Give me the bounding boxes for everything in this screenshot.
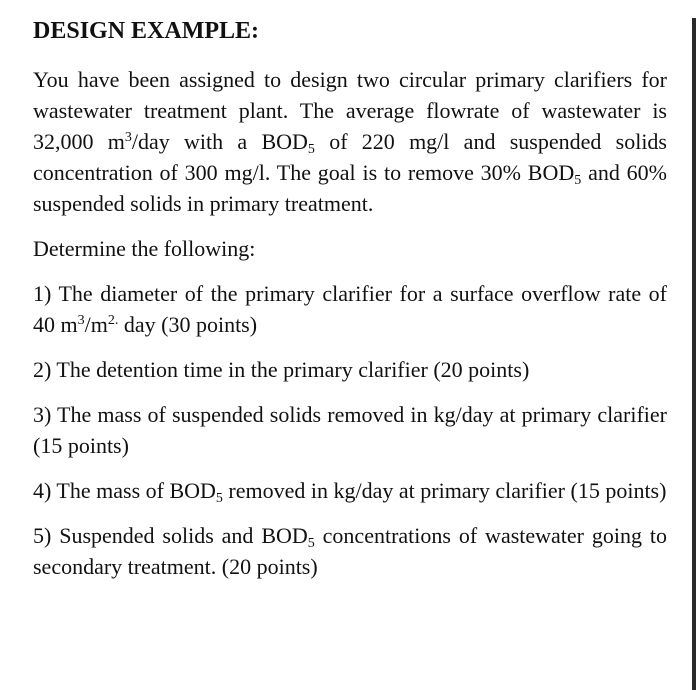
- q1-text-1: 1) The diameter of the primary clarifier for a surface overflow rate of 40 m: [33, 281, 667, 337]
- q4-sub-1: 5: [215, 491, 223, 506]
- document-heading: DESIGN EXAMPLE:: [33, 18, 260, 44]
- intro-text-2: /day with a BOD: [131, 129, 308, 154]
- q4-text-1: 4) The mass of BOD: [33, 478, 216, 503]
- q2-text-1: 2) The detention time in the primary clarifier (20 points): [33, 357, 530, 382]
- q1-text-3: day (30 points): [118, 312, 258, 337]
- question-5: [33, 520, 667, 582]
- question-1: [33, 278, 667, 340]
- q1-sup-1: 3: [77, 313, 85, 328]
- determine-prompt: Determine the following:: [33, 236, 256, 261]
- intro-sub-1: 5: [307, 142, 315, 157]
- q1-text-2: /m: [84, 312, 108, 337]
- intro-sup-1: 3: [124, 130, 132, 145]
- q1-sup-2: 2.: [107, 313, 119, 328]
- intro-sub-2: 5: [574, 173, 582, 188]
- intro-text-3: of 220 mg/l and suspended solids concentration of 300 mg/l. The goal is to remove 30% BOD: [33, 129, 667, 185]
- question-4: [33, 475, 667, 506]
- q3-text-1: 3) The mass of suspended solids removed in kg/day at primary clarifier (15 points): [33, 402, 667, 458]
- problem-statement: [33, 64, 667, 219]
- q5-text-2: concentrations of wastewater going to secondary treatment. (20 points): [33, 523, 668, 579]
- page-edge-border: [692, 18, 696, 690]
- question-2: [33, 354, 667, 385]
- question-3: [33, 399, 667, 461]
- document-content: [33, 0, 667, 582]
- intro-text-1: You have been assigned to design two circular primary clarifiers for wastewater treatment plant. The average flowrate of wastewater is 32,000 m: [33, 67, 667, 154]
- q4-text-2: removed in kg/day at primary clarifier (15 points): [222, 478, 667, 503]
- q5-sub-1: 5: [307, 536, 315, 551]
- intro-text-4: and 60% suspended solids in primary treatment.: [33, 160, 667, 216]
- q5-text-1: 5) Suspended solids and BOD: [33, 523, 308, 548]
